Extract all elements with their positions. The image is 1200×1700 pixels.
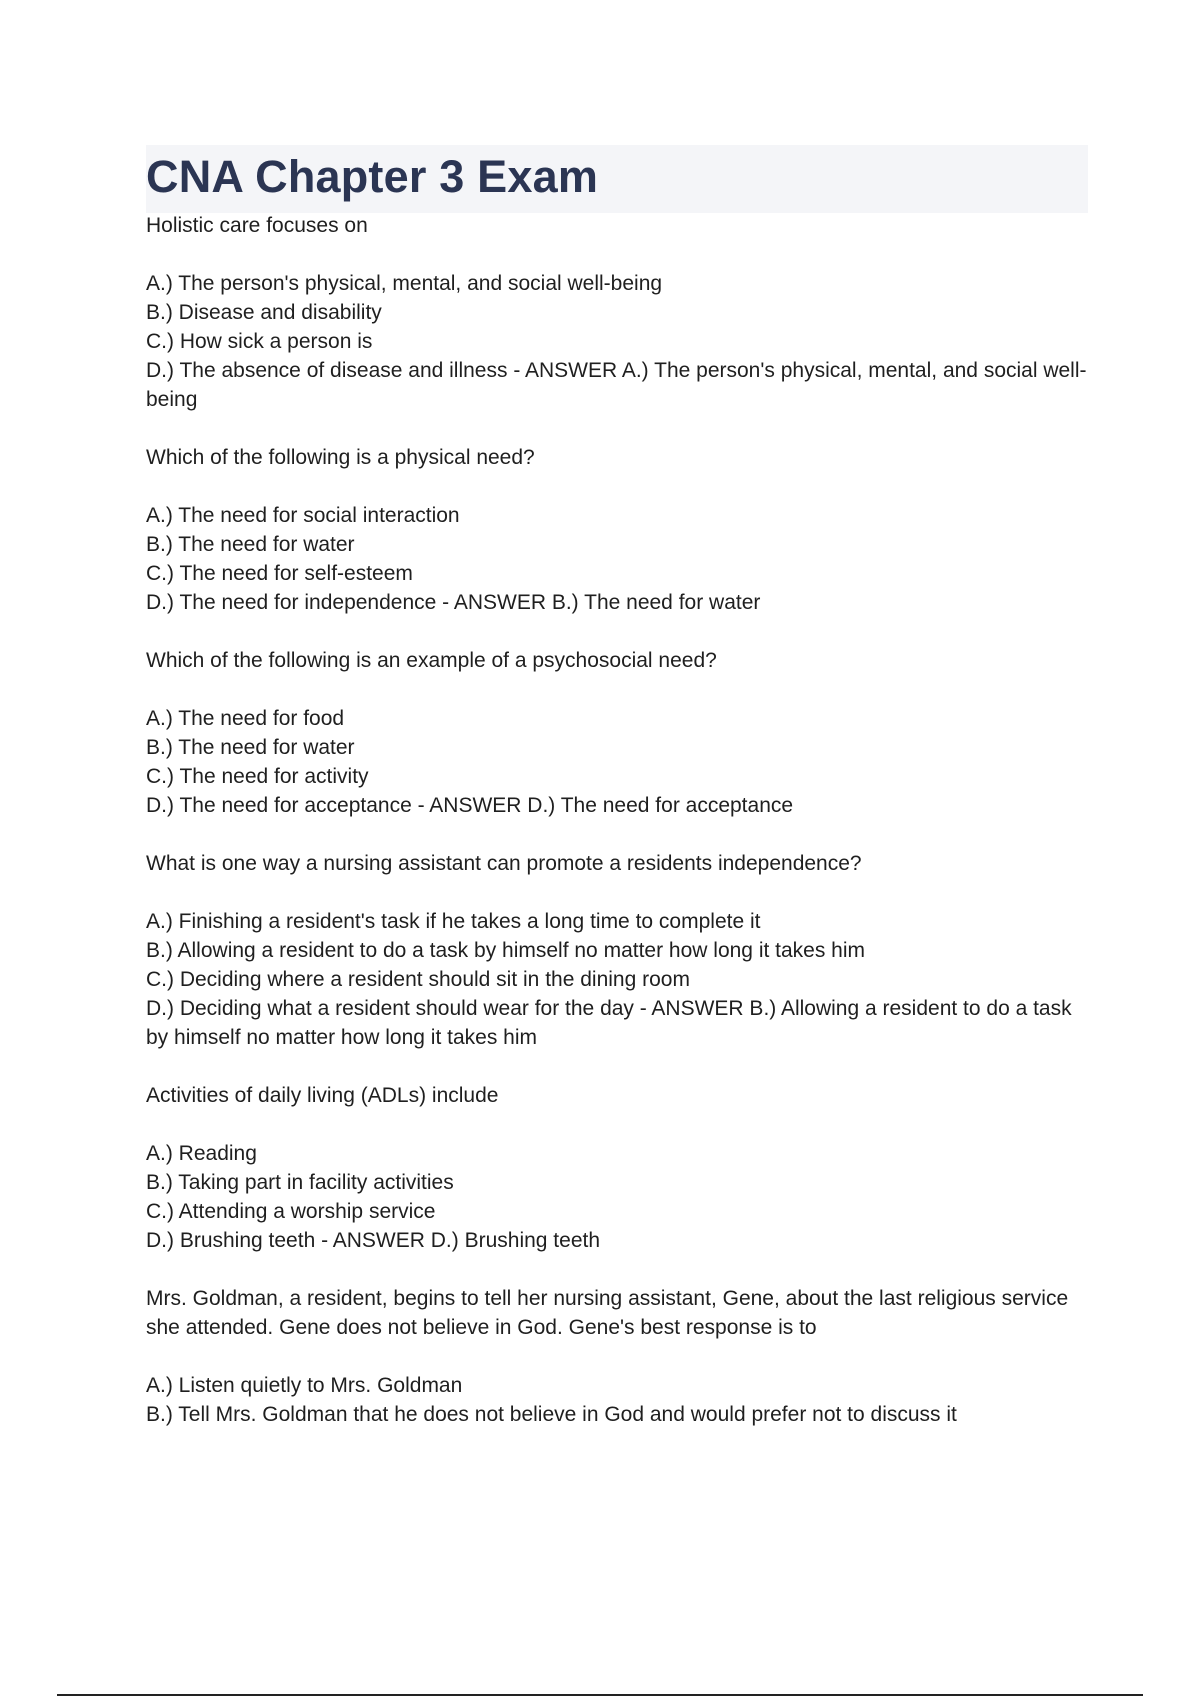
question-block [146, 443, 1096, 617]
answer-option: B.) Allowing a resident to do a task by himself no matter how long it takes him [146, 939, 866, 962]
answer-option-with-answer: D.) The absence of disease and illness - ANSWER A.) The person's physical, mental, and social well-being [146, 359, 1087, 411]
answer-option-with-answer: D.) Brushing teeth - ANSWER D.) Brushing teeth [146, 1229, 601, 1252]
spacer [146, 472, 1096, 501]
answer-option: B.) The need for water [146, 736, 355, 759]
answer-option: C.) Deciding where a resident should sit in the dining room [146, 968, 690, 991]
question-block [146, 1284, 1096, 1429]
spacer [146, 675, 1096, 704]
question-block [146, 1081, 1096, 1255]
exam-content [146, 211, 1096, 1429]
answer-option: C.) The need for activity [146, 765, 369, 788]
question-prompt: What is one way a nursing assistant can promote a residents independence? [146, 852, 862, 875]
answer-option: B.) Disease and disability [146, 301, 382, 324]
question-prompt: Activities of daily living (ADLs) include [146, 1084, 499, 1107]
page-bottom-rule [57, 1694, 1143, 1696]
question-prompt: Which of the following is a physical need? [146, 446, 535, 469]
spacer [146, 878, 1096, 907]
question-prompt: Which of the following is an example of a psychosocial need? [146, 649, 717, 672]
spacer [146, 617, 1096, 646]
answer-option: C.) Attending a worship service [146, 1200, 436, 1223]
spacer [146, 414, 1096, 443]
answer-option: B.) Tell Mrs. Goldman that he does not believe in God and would prefer not to discuss it [146, 1403, 957, 1426]
spacer [146, 240, 1096, 269]
question-prompt: Holistic care focuses on [146, 214, 368, 237]
title-band [146, 145, 1088, 213]
answer-option: C.) How sick a person is [146, 330, 373, 353]
answer-option: C.) The need for self-esteem [146, 562, 413, 585]
spacer [146, 1342, 1096, 1371]
spacer [146, 1255, 1096, 1284]
answer-option: A.) The need for social interaction [146, 504, 460, 527]
answer-option: A.) Listen quietly to Mrs. Goldman [146, 1374, 463, 1397]
question-block [146, 849, 1096, 1052]
question-block [146, 646, 1096, 820]
answer-option: A.) The person's physical, mental, and social well-being [146, 272, 663, 295]
spacer [146, 1052, 1096, 1081]
answer-option: B.) The need for water [146, 533, 355, 556]
spacer [146, 1110, 1096, 1139]
answer-option-with-answer: D.) The need for independence - ANSWER B.) The need for water [146, 591, 761, 614]
page-title: CNA Chapter 3 Exam [146, 151, 599, 202]
answer-option: B.) Taking part in facility activities [146, 1171, 454, 1194]
answer-option-with-answer: D.) The need for acceptance - ANSWER D.) The need for acceptance [146, 794, 794, 817]
spacer [146, 820, 1096, 849]
answer-option: A.) Reading [146, 1142, 257, 1165]
question-block [146, 211, 1096, 414]
answer-option-with-answer: D.) Deciding what a resident should wear for the day - ANSWER B.) Allowing a resident to do a task by himself no matter how long it takes him [146, 997, 1072, 1049]
answer-option: A.) The need for food [146, 707, 345, 730]
question-prompt: Mrs. Goldman, a resident, begins to tell her nursing assistant, Gene, about the last religious service she attended. Gene does not believe in God. Gene's best response is to [146, 1287, 1069, 1339]
answer-option: A.) Finishing a resident's task if he takes a long time to complete it [146, 910, 761, 933]
